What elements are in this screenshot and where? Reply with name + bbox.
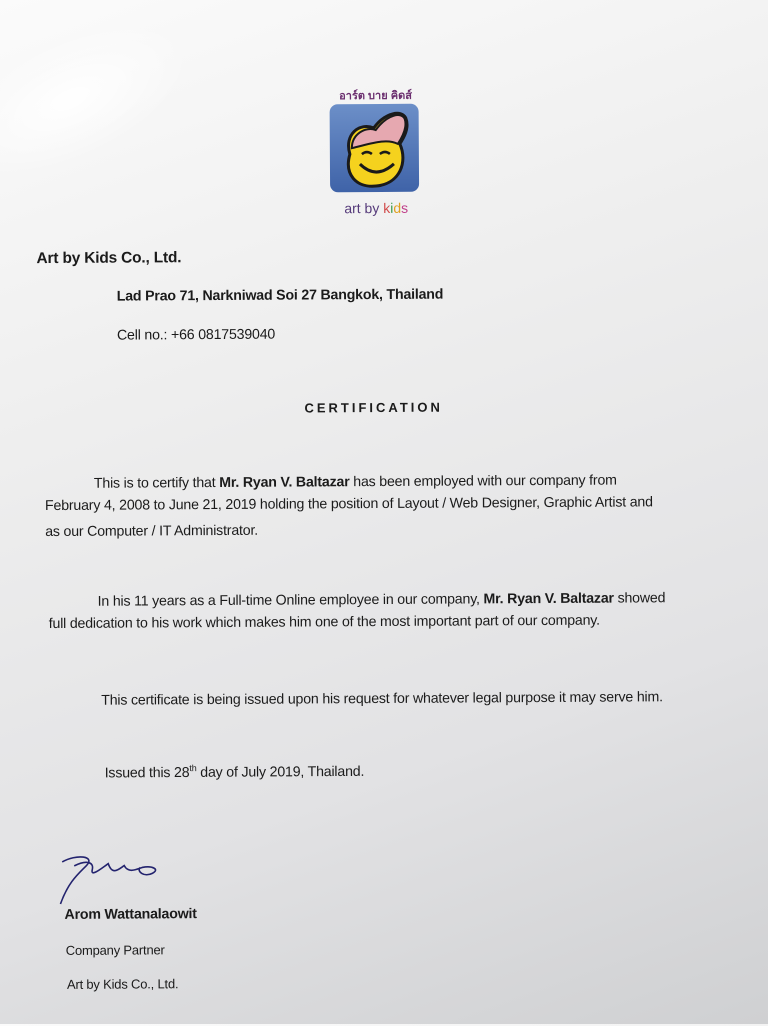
employee-name: Mr. Ryan V. Baltazar — [483, 590, 614, 608]
company-cell: Cell no.: +66 0817539040 — [116, 326, 276, 344]
text: In his 11 years as a Full-time Online employee in our company, — [97, 591, 484, 610]
para2-line2: full dedication to his work which makes him one of the most important part of our company. — [48, 612, 600, 633]
signature — [56, 851, 166, 912]
para1-line2: February 4, 2008 to June 21, 2019 holding the position of Layout / Web Designer, Graphic Artist and — [44, 494, 653, 515]
para1-line3: as our Computer / IT Administrator. — [45, 522, 258, 541]
logo-letter: s — [401, 199, 409, 216]
para1-line1 — [94, 473, 617, 492]
para3: This certificate is being issued upon his request for whatever legal purpose it may serve him. — [101, 689, 663, 709]
logo-letter: k — [383, 199, 391, 216]
text: has been employed with our company from — [349, 472, 617, 491]
smiley-face-icon — [330, 104, 420, 193]
text: Issued this 28 — [104, 764, 190, 782]
para2-line1 — [98, 590, 666, 609]
ordinal-suffix: th — [189, 763, 197, 774]
logo-brand-text: art by kids — [344, 199, 409, 217]
logo-thai-text: อาร์ต บาย คิดส์ — [339, 89, 412, 103]
employee-name: Mr. Ryan V. Baltazar — [219, 474, 350, 491]
company-name: Art by Kids Co., Ltd. — [36, 249, 182, 268]
company-address: Lad Prao 71, Narkniwad Soi 27 Bangkok, Thailand — [116, 286, 444, 305]
signatory-position: Company Partner — [65, 942, 165, 958]
company-logo — [327, 86, 424, 227]
signatory-company: Art by Kids Co., Ltd. — [66, 976, 179, 992]
signatory-name: Arom Wattanalaowit — [64, 906, 197, 923]
document-title: CERTIFICATION — [304, 399, 443, 416]
logo-letter: i — [390, 199, 394, 216]
text: showed — [613, 590, 666, 607]
issued-line — [105, 762, 365, 781]
text: This is to certify that — [93, 474, 220, 492]
logo-letter: d — [393, 199, 402, 216]
text: day of July 2019, Thailand. — [196, 763, 365, 781]
